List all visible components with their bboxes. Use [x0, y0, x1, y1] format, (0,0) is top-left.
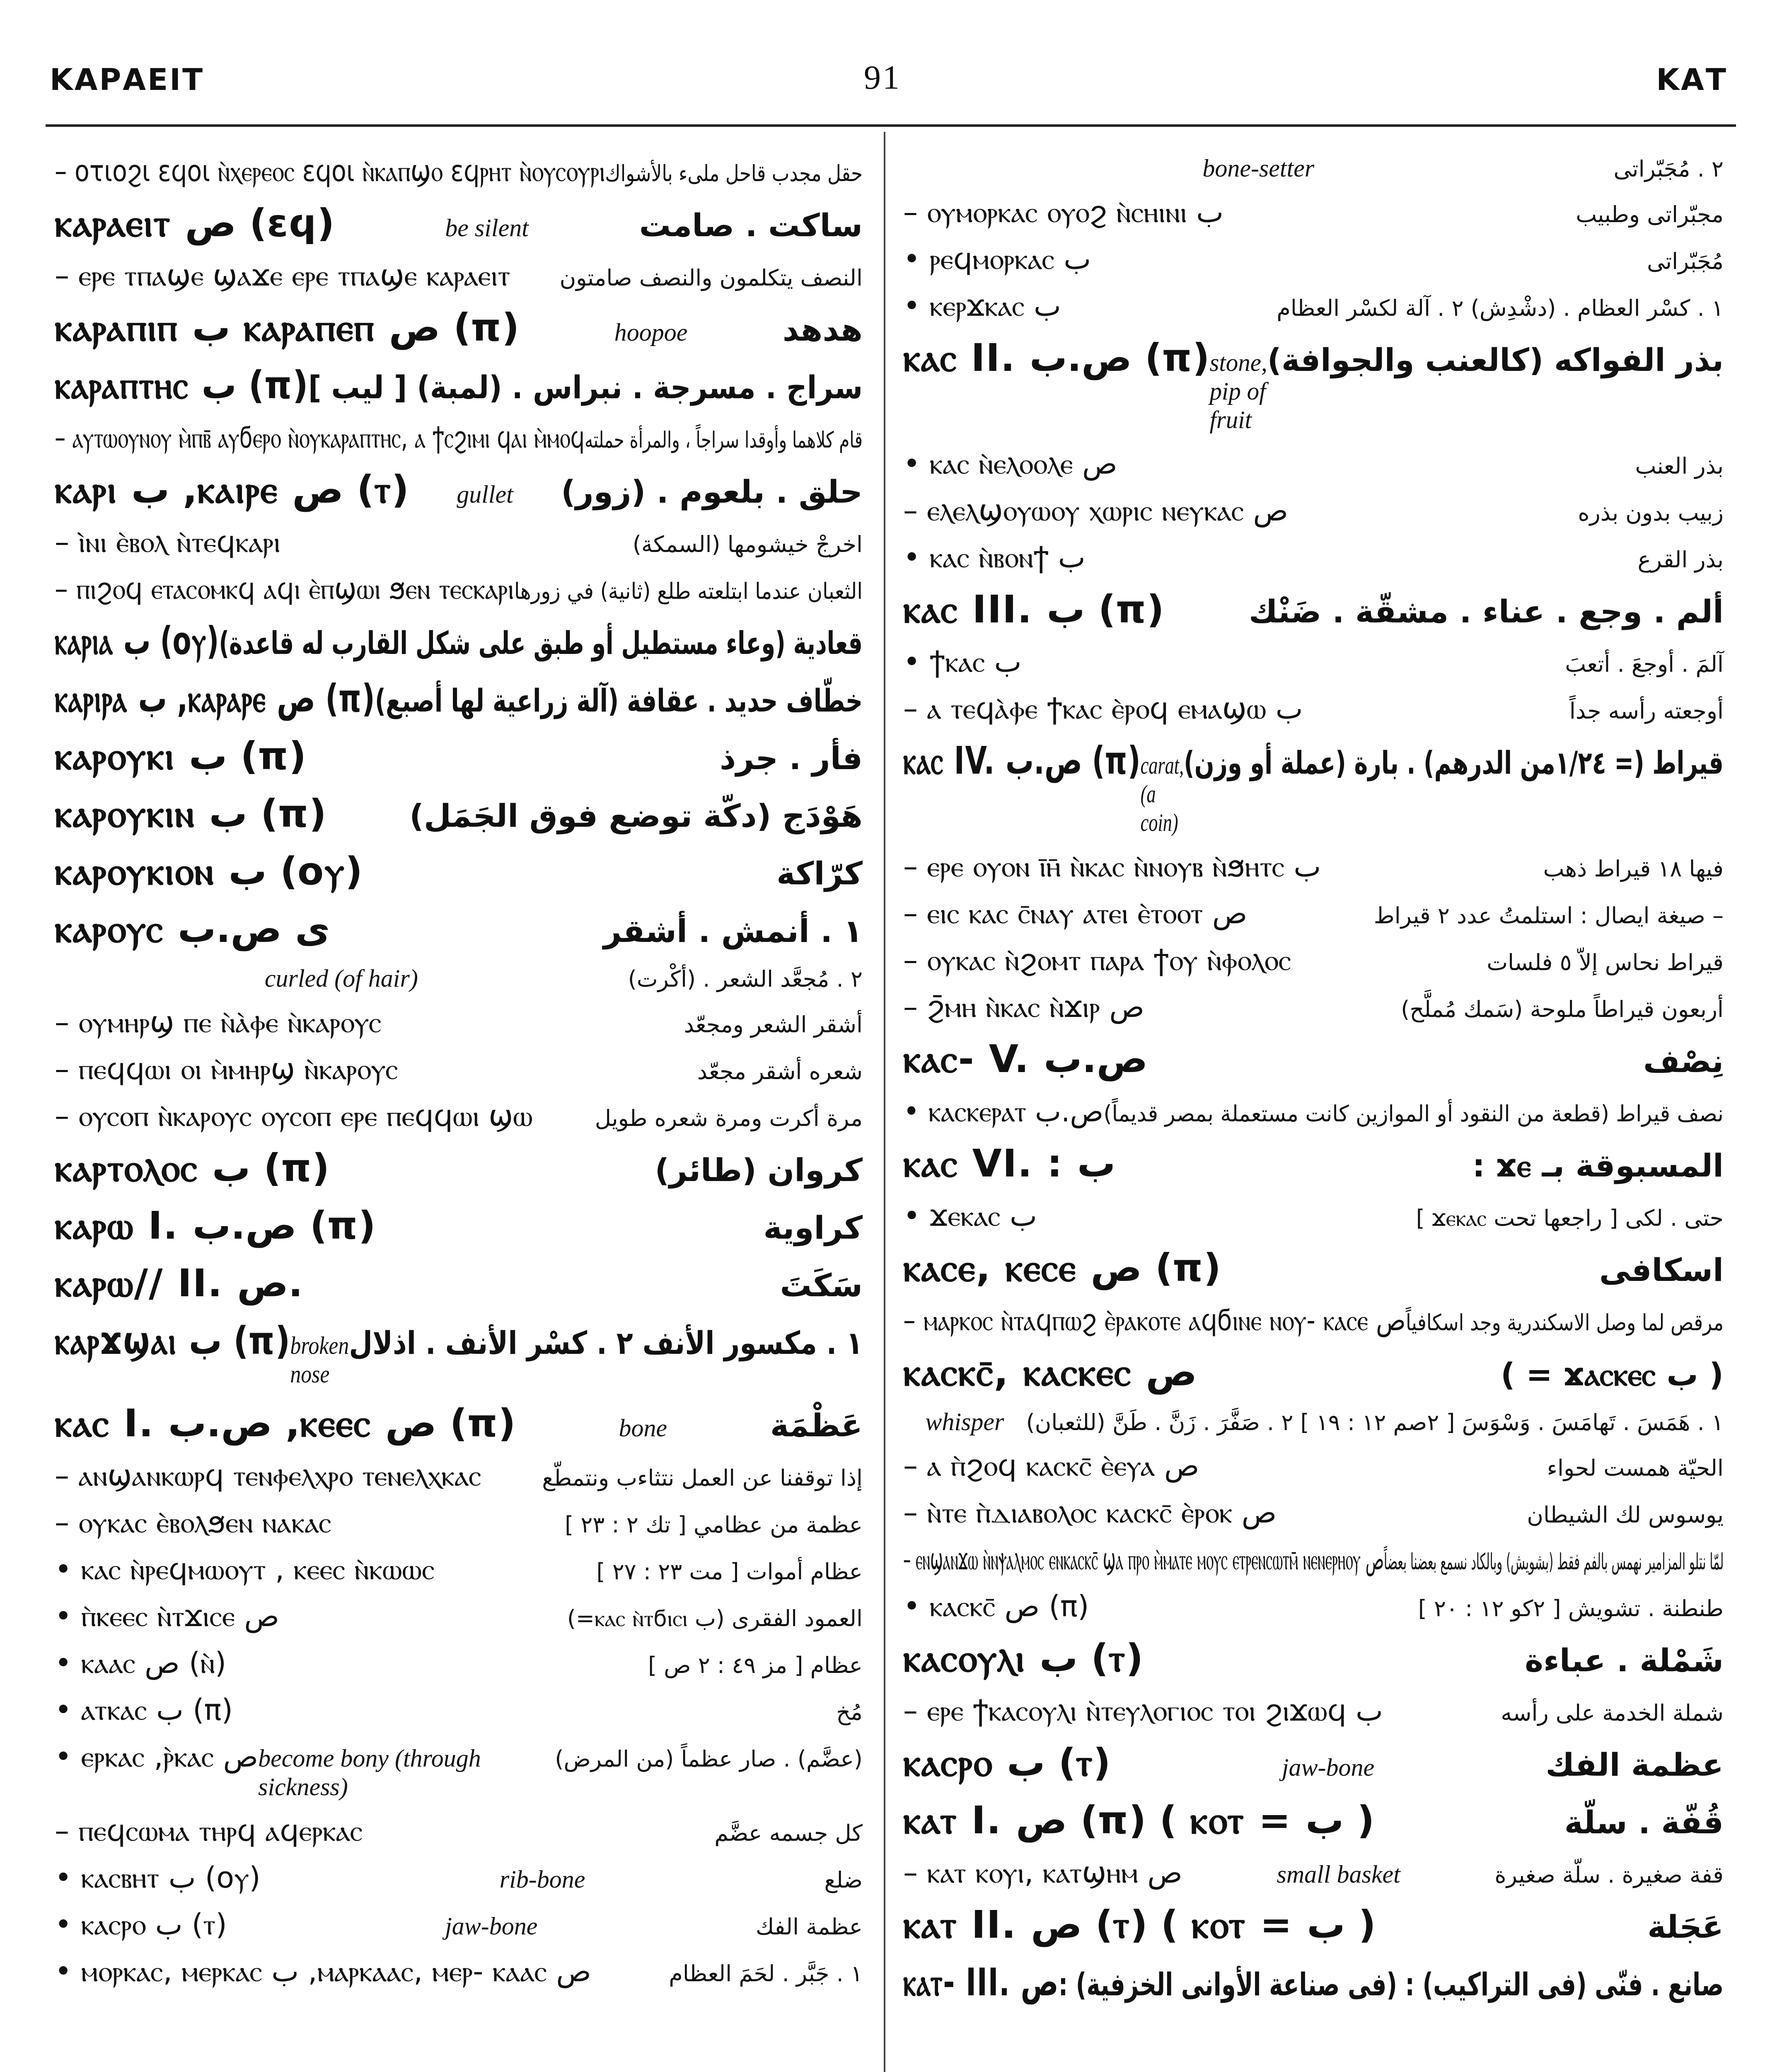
coptic-headword: ⲕⲁⲥⲟⲩⲗⲓ ب (ⲧ) [903, 1636, 1144, 1680]
dictionary-entry [55, 1459, 863, 1493]
arabic-definition: قام كلاهما وأوقدا سراجاً ، والمرأة حملته [585, 427, 863, 453]
coptic-headword: • ϫⲉⲕⲁⲥ ب [903, 1199, 1037, 1233]
dictionary-entry [55, 964, 863, 993]
coptic-headword: • ⲙⲟⲣⲕⲁⲥ, ⲙⲉⲣⲕⲁⲥ ب ,ⲙⲁⲣⲕⲁⲁⲥ, ⲙⲉⲣ- ⲕⲁⲁⲥ ص [55, 1954, 591, 1988]
coptic-headword: – ⲁ ⲡ̀ϩⲟϥ ⲕⲁⲥⲕⲥ̄ ⲉ̀ⲉⲩⲁ ص [903, 1449, 1199, 1483]
coptic-headword: ⲕⲁⲥ II. ص.ب (π) [903, 336, 1210, 380]
coptic-headword: ⲕⲁⲣⲁⲡⲧⲏⲥ ب (π) [55, 363, 308, 407]
dictionary-entry [903, 540, 1724, 575]
arabic-definition: شعره أشقر مجعّد [697, 1058, 863, 1084]
dictionary-entry [903, 1350, 1724, 1395]
dictionary-entry [55, 1740, 863, 1801]
dictionary-entry [55, 1005, 863, 1040]
arabic-definition: قيراط نحاس إلاّ ٥ فلسات [1487, 949, 1724, 975]
coptic-headword: • ⲕⲁⲥⲕⲥ̄ ص (π) [903, 1589, 1089, 1623]
arabic-definition: قيراط (= ١/٢٤من الدرهم) . بارة (عملة أو وزن) [1184, 744, 1724, 781]
arabic-definition: سراج . مسرجة . نبراس . (لمبة) [ ليب ] [308, 369, 863, 406]
dictionary-entry [55, 1907, 863, 1942]
arabic-definition: طنطنة . تشويش [ ٢كو ١٢ : ٢٠ ] [1418, 1595, 1724, 1622]
dictionary-entry [55, 259, 863, 293]
dictionary-entry [55, 1203, 863, 1249]
arabic-definition: بذر القرع [1637, 547, 1724, 573]
english-gloss: carat, (a coin) [1140, 752, 1184, 836]
dictionary-entry [903, 289, 1724, 323]
dictionary-entry [903, 1856, 1724, 1890]
dictionary-entry [55, 734, 863, 779]
arabic-definition: ١ . جَبَّر . لحَمَ العظام [669, 1961, 863, 1987]
coptic-headword: – οτιοϩι εϥοι ⲛ̀ⲭⲉⲣⲉⲟⲥ εϥοι ⲛ̀ⲕⲁⲡϣⲟ εϥⲣⲏⲧ ⲛ̀ⲟⲩⲥⲟⲩⲣⲓ [55, 154, 605, 188]
arabic-definition: مُجَبّراتى [1647, 248, 1724, 274]
english-gloss: hoopoe [614, 319, 688, 346]
coptic-headword: • ⲕⲁⲥⲃⲏⲧ ب (οⲩ) [55, 1861, 261, 1895]
coptic-headword: ⲕⲁⲣⲓ ب ,ⲕⲁⲓⲣⲉ ص (ⲧ) [55, 467, 409, 512]
dictionary-entry [903, 1408, 1724, 1436]
arabic-definition: اخرجْ خيشومها (السمكة) [632, 531, 863, 557]
dictionary-entry [55, 676, 863, 721]
coptic-headword: ⲕⲁⲧ I. ص (π) ( ⲕⲟⲧ = ب ) [903, 1798, 1375, 1842]
dictionary-entry [903, 943, 1724, 978]
arabic-definition: مُخ [836, 1699, 863, 1725]
dictionary-entry [55, 154, 863, 189]
dictionary-entry [903, 195, 1724, 230]
dictionary-entry [903, 447, 1724, 481]
arabic-definition: إذا توقفنا عن العمل نتثاءب ونتمطّع [542, 1465, 863, 1491]
arabic-definition: ٢ . مُجَبّراتى [1613, 156, 1724, 182]
coptic-headword: – ⲕⲁⲧ ⲕⲟⲩⲓ, ⲕⲁⲧϣⲏⲙ ص [903, 1856, 1182, 1890]
dictionary-entry [903, 1740, 1724, 1786]
dictionary-entry [903, 587, 1724, 632]
coptic-headword: • ⲕⲁⲁⲥ ص (ⲛ̀) [55, 1646, 227, 1680]
coptic-headword: ⲕⲁⲥⲕⲥ̄, ⲕⲁⲥⲕⲉⲥ ص [903, 1350, 1197, 1394]
coptic-headword: • ⲁⲧⲕⲁⲥ ب (π) [55, 1693, 233, 1727]
coptic-headword: ⲕⲁⲣϫϣⲁⲓ ب (π) [55, 1319, 290, 1363]
arabic-definition: سَكَتَ [780, 1267, 863, 1304]
coptic-headword: – ⲉⲣⲉ ⲧⲡⲁϣⲉ ϣⲁϫⲉ ⲉⲣⲉ ⲧⲡⲁϣⲉ ⲕⲁⲣⲁⲉⲓⲧ [55, 259, 510, 293]
arabic-definition: أربعون قيراطاً ملوحة (سَمك مُملَّح) [1401, 996, 1724, 1022]
arabic-definition: ١ . أنمش . أشقر [603, 913, 863, 949]
coptic-headword: – ⲡⲉϥⲥⲱⲙⲁ ⲧⲏⲣϥ ⲁϥⲉⲣⲕⲁⲥ [55, 1814, 363, 1848]
dictionary-entry [903, 1960, 1724, 2005]
dictionary-entry [903, 850, 1724, 884]
arabic-definition: قعادية (وعاء مستطيل أو طبق على شكل القارب له قاعدة) [219, 625, 863, 661]
arabic-definition: قُفّة . سلّة [1564, 1804, 1724, 1841]
coptic-headword: ⲕⲁⲣⲱ// II. ص. [55, 1261, 303, 1305]
coptic-headword: – ⲙⲁⲣⲕⲟⲥ ⲛ̀ⲧⲁϥⲡⲱϩ ⲉ̀ⲣⲁⲕⲟⲧⲉ ⲁϥϭⲓⲛⲉ ⲛⲟⲩ- ⲕⲁⲥⲉ ص [903, 1303, 1406, 1337]
coptic-headword: • ⲡ̀ⲕⲉⲉⲥ ⲛ̀ⲧϫⲓⲥⲉ ص [55, 1599, 279, 1633]
arabic-definition: نصف قيراط (قطعة من النقود أو الموازين كانت مستعملة بمصر قديماً) [1103, 1101, 1724, 1127]
english-gloss: broken nose [290, 1332, 349, 1388]
coptic-headword: ⲕⲁⲧ- III. ص [903, 1960, 1059, 2004]
arabic-definition: العمود الفقرى (ب ⲕⲁⲥ ⲛ̀ⲧϭⲓⲥⲓ=) [567, 1605, 863, 1631]
page-number: 91 [864, 58, 901, 96]
dictionary-entry [55, 1052, 863, 1087]
dictionary-entry [903, 1798, 1724, 1843]
arabic-definition: مجبّراتى وطبيب [1576, 201, 1724, 228]
arabic-definition: بذر العنب [1635, 453, 1724, 479]
coptic-headword: • ⲣⲉϥⲙⲟⲣⲕⲁⲥ ب [903, 242, 1091, 276]
arabic-definition: عظمة من عظامي [ تك ٢ : ٢٣ ] [565, 1512, 863, 1538]
arabic-definition: عظمة الفك [755, 1914, 863, 1940]
coptic-headword: – ⲉⲛϣⲁⲛϫⲱ ⲛ̀ⲛⲯⲁⲗⲙⲟⲥ ⲉⲛⲕⲁⲥⲕⲥ̄ ϣⲁ ⲡⲣⲟ ⲙ̀ⲙⲁⲧⲉ ⲙⲟⲩⲥ ⲉⲧⲣⲉⲛⲥⲱⲧⲙ̄ ⲛⲉⲛⲉⲣⲏⲟⲩ ص [903, 1542, 1384, 1576]
coptic-headword: – ⲉⲗⲉⲗϣⲟⲩⲱⲟⲩ ⲭⲱⲣⲓⲥ ⲛⲉⲩⲕⲁⲥ ص [903, 494, 1289, 528]
coptic-headword: ⲕⲁⲥ VI. : ب [903, 1141, 1116, 1186]
arabic-definition: مرة أكرت ومرة شعره طويل [595, 1105, 863, 1131]
coptic-headword: ⲕⲁⲥⲣⲟ ب (ⲧ) [903, 1740, 1111, 1785]
coptic-headword: ⲕⲁⲥ III. ب (π) [903, 587, 1164, 632]
coptic-headword: ⲕⲁⲥⲉ, ⲕⲉⲥⲉ ص (π) [903, 1246, 1221, 1290]
coptic-headword: – ⲡⲓϩⲟϥ ⲉⲧⲁⲥⲟⲙⲕϥ ⲁϥⲓ ⲉ̀ⲡϣⲱⲓ ϧⲉⲛ ⲧⲉⲥⲕⲁⲣⲓ [55, 572, 514, 606]
dictionary-entry [903, 1589, 1724, 1624]
english-gloss: jaw-bone [1281, 1754, 1375, 1781]
arabic-definition: آلمَ . أوجعَ . أتعبَ [1565, 651, 1724, 677]
coptic-headword: – ⲟⲩⲙⲟⲣⲕⲁⲥ ⲟⲩⲟϩ ⲛ̀ⲥⲏⲓⲛⲓ ب [903, 195, 1224, 229]
arabic-definition: بذر الفواكه (كالعنب والجوافة) [1267, 341, 1724, 378]
coptic-headword: – ⲟⲩⲕⲁⲥ ⲉ̀ⲃⲟⲗϧⲉⲛ ⲛⲁⲕⲁⲥ [55, 1506, 331, 1539]
dictionary-entry [903, 494, 1724, 528]
arabic-definition: ألم . وجع . عناء . مشقّة . ضَنْك [1248, 593, 1724, 630]
arabic-definition: حقل مجدب قاحل ملىء بالأشواك [605, 160, 863, 186]
arabic-definition: خطّاف حديد . عقافة (آلة زراعية لها أصبع) [375, 682, 863, 719]
coptic-headword: – ⲁⲛϣⲁⲛⲕⲱⲣϥ ⲧⲉⲛⲫⲉⲗⲭⲣⲟ ⲧⲉⲛⲉⲗⲭⲕⲁⲥ [55, 1459, 481, 1493]
coptic-headword: – ⲟⲩⲥⲟⲡ ⲛ̀ⲕⲁⲣⲟⲩⲥ ⲟⲩⲥⲟⲡ ⲉⲣⲉ ⲡⲉϥϥⲱⲓ ϣⲱ [55, 1099, 533, 1133]
coptic-headword: – ⲛ̀ⲧⲉ ⲡ̀ⲇⲓⲁⲃⲟⲗⲟⲥ ⲕⲁⲥⲕⲥ̄ ⲉ̀ⲣⲟⲕ ص [903, 1496, 1277, 1530]
coptic-headword: • ⲕⲁⲥ ⲛ̀ⲣⲉϥⲙⲱⲟⲩⲧ , ⲕⲉⲉⲥ ⲛ̀ⲕⲱⲱⲥ [55, 1552, 435, 1586]
dictionary-entry [55, 1552, 863, 1587]
arabic-definition: هَوْدَج (دكّة توضع فوق الجَمَل) [409, 797, 863, 834]
coptic-headword: – ⲁⲩⲧⲱⲟⲩⲛⲟⲩ ⲙ̀ⲡⲃ̄ ⲁⲩϭⲉⲣⲟ ⲛ̀ⲟⲩⲕⲁⲣⲁⲡⲧⲏⲥ, ⲁ ϯⲥϩⲓⲙⲓ ϥⲁⲓ ⲙ̀ⲙⲟϥ [55, 421, 585, 455]
english-gloss: small basket [1277, 1861, 1400, 1888]
dictionary-entry [55, 1954, 863, 1989]
arabic-definition: عظام أموات [ مت ٢٣ : ٢٧ ] [596, 1559, 863, 1585]
arabic-definition: شَمْلة . عباءة [1525, 1642, 1724, 1679]
dictionary-entry [903, 1903, 1724, 1948]
coptic-headword: – ⲟⲩⲕⲁⲥ ⲛ̀ϩⲟⲙⲧ ⲡⲁⲣⲁ ϯⲟⲩ ⲛ̀ⲫⲟⲗⲟⲥ [903, 943, 1291, 977]
coptic-headword: – ⲉⲣⲉ ⲟⲩⲟⲛ ⲓ̄ⲏ̄ ⲛ̀ⲕⲁⲥ ⲛ̀ⲛⲟⲩⲃ ⲛ̀ϧⲏⲧⲥ ب [903, 850, 1321, 884]
dictionary-entry [55, 849, 863, 894]
dictionary-entry [903, 1694, 1724, 1728]
english-gloss: bone-setter [1202, 155, 1315, 182]
arabic-definition: صانع . فنّى (فى التراكيب) : (فى صناعة الأوانى الخزفية) : [1058, 1966, 1724, 2003]
header-rule [46, 124, 1736, 127]
english-gloss: whisper [925, 1408, 1004, 1435]
coptic-headword: • ⲕⲁⲥ ⲛ̀ⲃⲟⲛϯ ب [903, 540, 1086, 574]
coptic-headword: • ⲕⲁⲥⲣⲟ ب (ⲧ) [55, 1907, 227, 1941]
arabic-definition: فيها ١٨ قيراط ذهب [1543, 856, 1724, 882]
dictionary-entry [55, 1599, 863, 1634]
dictionary-entry [903, 1037, 1724, 1082]
arabic-definition: كروان (طائر) [655, 1152, 863, 1188]
arabic-definition: أوجعته رأسه جداً [1569, 698, 1724, 724]
arabic-definition: يوسوس لك الشيطان [1527, 1502, 1724, 1528]
running-header-right: ΚΑΤ [1656, 62, 1728, 97]
arabic-definition: هدهد [782, 311, 863, 348]
coptic-headword: – ⲉⲓⲥ ⲕⲁⲥ ⲥ̄ⲛⲁⲩ ⲁⲧⲉⲓ ⲉ̀ⲧⲟⲟⲧ ص [903, 896, 1248, 930]
dictionary-entry [903, 1094, 1724, 1129]
arabic-definition: قفة صغيرة . سلّة صغيرة [1494, 1862, 1724, 1888]
dictionary-entry [903, 1141, 1724, 1186]
dictionary-entry [903, 896, 1724, 931]
coptic-headword: ⲕⲁⲣⲟⲩⲥ ى ص.ب [55, 907, 330, 951]
dictionary-entry [903, 990, 1724, 1024]
arabic-definition: ١ . هَمَسَ . تَهامَسَ . وَسْوَسَ [ ٢صم ١٢ : ١٩ ] ٢ . صَفَّرَ . زَنَّ . طَنَّ (للثعبان) [1026, 1409, 1724, 1435]
dictionary-entry [55, 1401, 863, 1446]
dictionary-entry [903, 242, 1724, 276]
dictionary-entry [903, 1199, 1724, 1233]
arabic-definition: المسبوقة بـ ϫⲉ : [1472, 1147, 1724, 1184]
coptic-headword: – ⲉⲣⲉ ϯⲕⲁⲥⲟⲩⲗⲓ ⲛ̀ⲧⲉⲩⲗⲟⲅⲓⲟⲥ ⲧⲟⲓ ϩⲓϫⲱϥ ب [903, 1694, 1383, 1728]
arabic-definition: كراوية [763, 1209, 863, 1246]
coptic-headword: ⲕⲁⲣⲓⲣⲁ ب ,ⲕⲁⲣⲁⲣⲉ ص (π) [55, 676, 375, 721]
coptic-headword: ⲕⲁⲣⲁⲉⲓⲧ ص (εϥ) [55, 201, 335, 245]
arabic-definition: كرّاكة [776, 855, 863, 892]
dictionary-entry [903, 1246, 1724, 1291]
english-gloss: curled (of hair) [264, 965, 418, 992]
coptic-headword: • ⲕⲉⲣϫⲕⲁⲥ ب [903, 289, 1061, 323]
dictionary-entry [55, 363, 863, 408]
coptic-headword: ⲕⲁⲣⲓⲁ ب (οⲩ) [55, 619, 219, 663]
arabic-definition: لمّا نتلو المزامير نهمس بالفم فقط (بشويش) وبالكاد نسمع بعضنا بعضاً [1384, 1549, 1724, 1575]
coptic-headword: • ⲕⲁⲥ ⲛ̀ⲉⲗⲟⲟⲗⲉ ص [903, 447, 1117, 481]
coptic-headword: – ⲡⲉϥϥⲱⲓ ⲟⲓ ⲙ̀ⲙⲏⲣϣ ⲛ̀ⲕⲁⲣⲟⲩⲥ [55, 1052, 398, 1086]
dictionary-entry [903, 1449, 1724, 1483]
coptic-headword: – ⲁ ⲧⲉϥⲁ̀ⲫⲉ ϯⲕⲁⲥ ⲉ̀ⲣⲟϥ ⲉⲙⲁϣⲱ ب [903, 692, 1303, 726]
arabic-definition: ضلع [824, 1867, 863, 1893]
left-column [55, 154, 863, 2001]
dictionary-entry [55, 201, 863, 246]
dictionary-entry [55, 1099, 863, 1133]
column-divider [884, 132, 885, 2072]
dictionary-entry [55, 1646, 863, 1680]
dictionary-entry [903, 738, 1724, 837]
arabic-definition: ( ب ϫⲁⲥⲕⲉⲥ = ) [1501, 1356, 1724, 1393]
coptic-headword: ⲕⲁⲣⲁⲡⲓⲡ ب ⲕⲁⲣⲁⲡⲉⲡ ص (π) [55, 305, 520, 350]
english-gloss: bone [619, 1414, 667, 1442]
arabic-definition: اسكافى [1599, 1251, 1724, 1288]
arabic-definition: النصف يتكلمون والنصف صامتون [559, 265, 863, 291]
dictionary-entry [903, 1303, 1724, 1338]
dictionary-entry [903, 154, 1724, 183]
arabic-definition: عظمة الفك [1545, 1746, 1724, 1783]
english-gloss: be silent [445, 214, 529, 242]
dictionary-entry [55, 1814, 863, 1848]
arabic-definition: (عضَّم) . صار عظماً (من المرض) [555, 1746, 863, 1772]
arabic-definition: عَظْمَة [770, 1407, 863, 1444]
dictionary-entry [55, 305, 863, 351]
dictionary-entry [55, 1261, 863, 1306]
arabic-definition: عَجَلة [1647, 1908, 1724, 1945]
english-gloss: gullet [457, 481, 513, 508]
arabic-definition: الثعبان عندما ابتلعته طلع (ثانية) في زورها [514, 578, 863, 604]
coptic-headword: • ϯⲕⲁⲥ ب [903, 645, 1022, 679]
arabic-definition: عظام [ مز ٤٩ : ٢ ص ] [648, 1652, 863, 1678]
arabic-definition: حتى . لكى [ راجعها تحت ϫⲉⲕⲁⲥ ] [1416, 1205, 1724, 1231]
arabic-definition: أشقر الشعر ومجعّد [684, 1012, 863, 1038]
coptic-headword: – ⲟⲩⲙⲏⲣϣ ⲡⲉ ⲛ̀ⲁ̀ⲫⲉ ⲛ̀ⲕⲁⲣⲟⲩⲥ [55, 1005, 382, 1039]
dictionary-entry [55, 467, 863, 513]
arabic-definition: ١ . مكسور الأنف ٢ . كسْر الأنف . اذلال [349, 1324, 863, 1361]
coptic-headword: ⲕⲁⲧ II. ص (ⲧ) ( ⲕⲟⲧ = ب ) [903, 1903, 1376, 1947]
english-gloss: become bony (through sickness) [258, 1745, 481, 1801]
coptic-headword: ⲕⲁⲣⲧⲟⲗⲟⲥ ب (π) [55, 1146, 330, 1190]
dictionary-entry [55, 1861, 863, 1895]
dictionary-entry [903, 336, 1724, 434]
arabic-definition: ٢ . مُجعَّد الشعر . (أكْرت) [628, 966, 863, 992]
dictionary-entry [55, 907, 863, 952]
dictionary-entry [903, 1542, 1724, 1577]
coptic-headword: ⲕⲁⲥ IV. ص.ب (π) [903, 738, 1141, 783]
coptic-headword: – ϩ̄ⲙⲏ ⲛ̀ⲕⲁⲥ ⲛ̀ϫⲓⲣ ص [903, 990, 1144, 1024]
english-gloss: stone, pip of fruit [1209, 349, 1267, 433]
dictionary-entry [55, 525, 863, 559]
arabic-definition: الحيّة همست لحواء [1547, 1455, 1724, 1481]
arabic-definition: كل جسمه عضَّم [714, 1820, 863, 1846]
english-gloss: jaw-bone [445, 1912, 538, 1940]
coptic-headword: ⲕⲁⲥ- V. ص.ب [903, 1037, 1148, 1081]
dictionary-entry [55, 1693, 863, 1727]
dictionary-entry [55, 1506, 863, 1540]
running-header-left: ΚΑΡΑΕΙΤ [50, 62, 205, 97]
arabic-definition: – صيغة ايصال : استلمتُ عدد ٢ قيراط [1373, 903, 1724, 929]
dictionary-entry [55, 792, 863, 837]
dictionary-entry [55, 1319, 863, 1389]
arabic-definition: حلق . بلعوم . (زور) [561, 473, 863, 510]
arabic-definition: ١ . كسْر العظام . (دشْدِش) ٢ . آلة لكسْر العظام [1277, 295, 1724, 321]
dictionary-entry [903, 1636, 1724, 1681]
coptic-headword: ⲕⲁⲣⲟⲩⲕⲓⲟⲛ ب (οⲩ) [55, 849, 363, 893]
english-gloss: rib-bone [499, 1866, 585, 1893]
right-column [903, 154, 1724, 2018]
arabic-definition: زبيب بدون بذره [1578, 500, 1724, 526]
coptic-headword: • ⲉⲣⲕⲁⲥ ,ⲣ̀ⲕⲁⲥ ص [55, 1740, 259, 1774]
coptic-headword: ⲕⲁⲥ I. ص.ب ,ⲕⲉⲉⲥ ص (π) [55, 1401, 516, 1445]
coptic-headword: ⲕⲁⲣⲟⲩⲕⲓ ب (π) [55, 734, 307, 778]
arabic-definition: نِصْف [1643, 1043, 1724, 1080]
coptic-headword: ⲕⲁⲣⲟⲩⲕⲓⲛ ب (π) [55, 792, 326, 836]
dictionary-entry [55, 572, 863, 606]
arabic-definition: فأر . جرذ [720, 740, 863, 777]
coptic-headword: – ⲓ̀ⲛⲓ ⲉ̀ⲃⲟⲗ ⲛ̀ⲧⲉϥⲕⲁⲣⲓ [55, 525, 280, 559]
dictionary-entry [55, 619, 863, 664]
dictionary-entry [55, 421, 863, 455]
dictionary-entry [903, 645, 1724, 679]
coptic-headword: ⲕⲁⲣⲱ I. ص.ب (π) [55, 1203, 376, 1248]
arabic-definition: شملة الخدمة على رأسه [1501, 1700, 1724, 1726]
dictionary-entry [903, 1496, 1724, 1530]
coptic-headword: • ⲕⲁⲥⲕⲉⲣⲁⲧ ص.ب [903, 1094, 1104, 1128]
dictionary-entry [55, 1146, 863, 1191]
dictionary-entry [903, 692, 1724, 726]
arabic-definition: مرقص لما وصل الاسكندرية وجد اسكافياً [1406, 1310, 1724, 1336]
arabic-definition: ساكت . صامت [639, 207, 863, 244]
